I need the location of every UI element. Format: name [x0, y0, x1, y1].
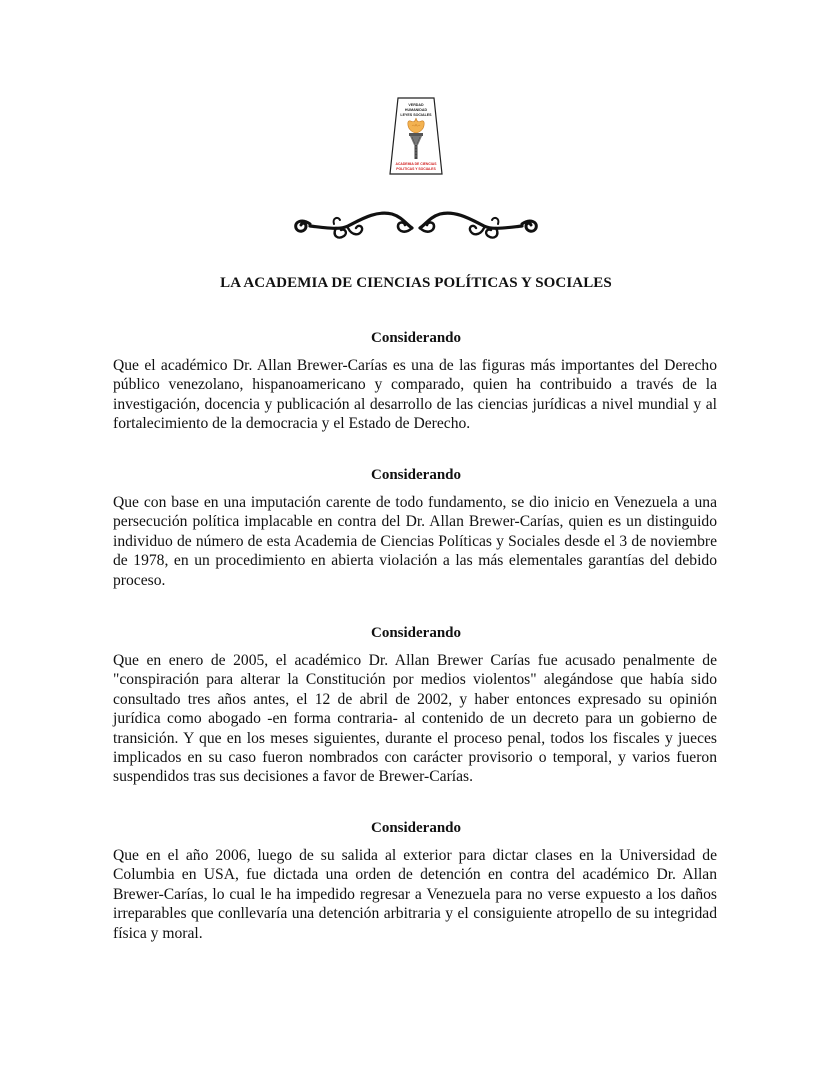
section-paragraph: Que en el año 2006, luego de su salida al exterior para dictar clases en la Universidad de Columbia en USA, fue dictada una orden de detención en contra del académico Dr. Allan Brewer-Carías, lo cual le ha impedido regresar a Venezuela para no verse expuesto a los daños irreparables que conllevaría una detención arbitraria y el consiguiente atropello de su integridad física y moral.: [113, 847, 717, 942]
section-heading: Considerando: [370, 625, 462, 641]
section-heading: Considerando: [370, 330, 462, 346]
logo-bottom-text-1: ACADEMIA DE CIENCIAS: [395, 162, 437, 166]
logo-top-text-1: VERDAD: [408, 103, 424, 107]
logo-bottom-text-2: POLITICAS Y SOCIALES: [396, 167, 436, 171]
logo-top-text-2: HUMANIDAD: [404, 108, 428, 112]
section-heading: Considerando: [370, 820, 462, 836]
decorative-scroll-divider-icon: [288, 206, 544, 244]
section-heading: Considerando: [370, 467, 462, 483]
section-paragraph: Que con base en una imputación carente de todo fundamento, se dio inicio en Venezuela a una persecución política implacable en contra del Dr. Allan Brewer-Carías, quien es un distinguido individuo de número de esta Academia de Ciencias Políticas y Sociales desde el 3 de noviembre de 1978, en un procedimiento en abierta violación a las más elementales garantías del debido proceso.: [113, 494, 717, 589]
academy-logo: [388, 96, 444, 176]
ornamental-divider: [288, 206, 544, 244]
section-paragraph: Que el académico Dr. Allan Brewer-Carías es una de las figuras más importantes del Derecho público venezolano, hispanoamericano y comparado, quien ha contribuido a través de la investigación, docencia y publicación al desarrollo de las ciencias jurídicas a nivel mundial y al fortalecimiento de la democracia y el Estado de Derecho.: [113, 357, 717, 433]
logo-top-text-3: LEYES SOCIALES: [400, 113, 432, 117]
section-paragraph: Que en enero de 2005, el académico Dr. Allan Brewer Carías fue acusado penalmente de "conspiración para alterar la Constitución por medios violentos" alegándose que había sido consultado tres años antes, el 12 de abril de 2002, y haber entonces expresado su opinión jurídica como abogado -en forma contraria- al contenido de un decreto para un gobierno de transición. Y que en los meses siguientes, durante el proceso penal, todos los fiscales y jueces implicados en su caso fueron nombrados con carácter provisorio o temporal, y varios fueron suspendidos tras sus decisiones a favor de Brewer-Carías.: [113, 652, 717, 786]
document-title: LA ACADEMIA DE CIENCIAS POLÍTICAS Y SOCIALES: [220, 275, 612, 291]
academy-emblem-icon: [388, 96, 444, 176]
